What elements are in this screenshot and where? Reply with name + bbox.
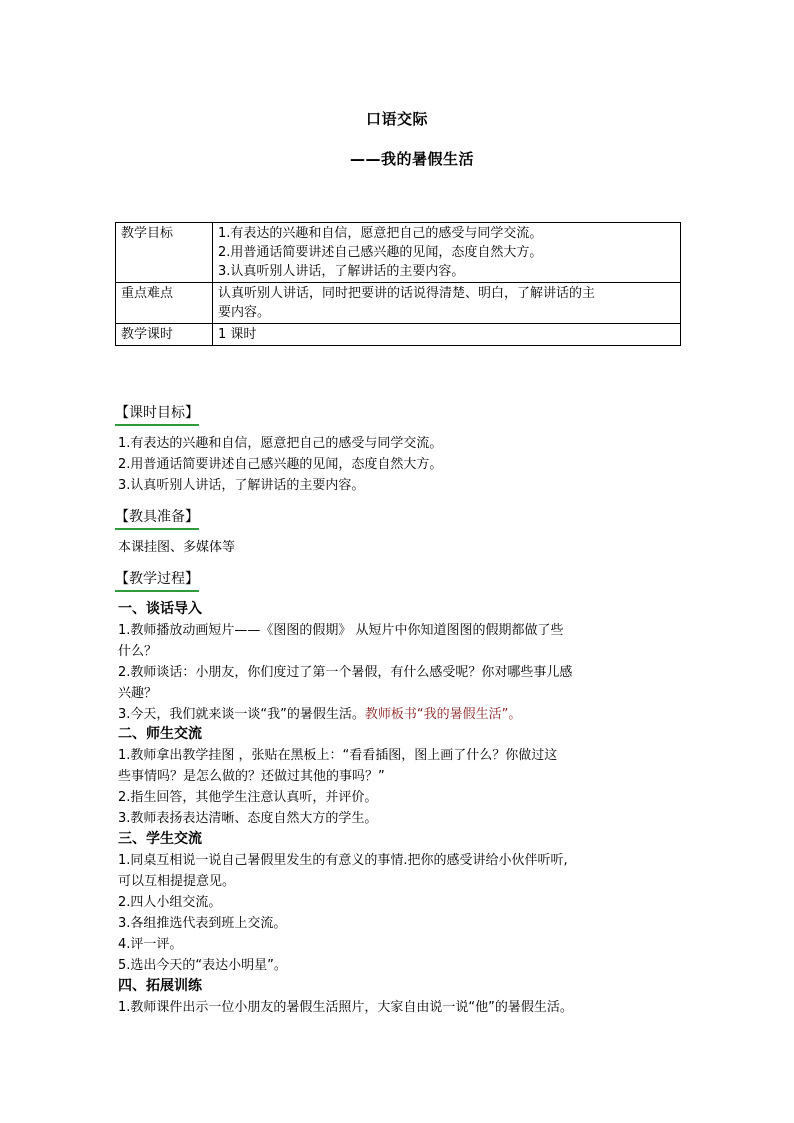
- process-heading: 【教学过程】: [115, 569, 199, 592]
- goal-item: 3.认真听别人讲话，了解讲话的主要内容。: [118, 478, 365, 493]
- table-line: 1.有表达的兴趣和自信，愿意把自己的感受与同学交流。: [218, 226, 543, 241]
- process-line: 什么？: [118, 644, 158, 659]
- table-key-cell: 教学目标: [116, 223, 213, 283]
- table-row: [116, 283, 681, 324]
- tools-text: 本课挂图、多媒体等: [118, 540, 236, 555]
- process-line: 5.选出今天的“表达小明星”。: [118, 958, 287, 973]
- process-line: 1.教师课件出示一位小朋友的暑假生活照片，大家自由说一说“他”的暑假生活。: [118, 1000, 573, 1015]
- process-line: 2.四人小组交流。: [118, 895, 222, 910]
- process-line: 3.教师表扬表达清晰、态度自然大方的学生。: [118, 811, 378, 826]
- table-line: 认真听别人讲话，同时把要讲的话说得清楚、明白，了解讲话的主: [218, 286, 596, 301]
- process-line: 2.指生回答，其他学生注意认真听，并评价。: [118, 790, 378, 805]
- process-part-title: 四、拓展训练: [118, 978, 202, 994]
- table-value-cell: [213, 324, 681, 346]
- page-subtitle: ——我的暑假生活: [349, 150, 474, 168]
- table-key-cell: 教学课时: [116, 324, 213, 346]
- goal-item: 1.有表达的兴趣和自信，愿意把自己的感受与同学交流。: [118, 436, 443, 451]
- process-line: 些事情吗？是怎么做的？还做过其他的事吗？”: [118, 769, 385, 784]
- process-line: 4.评一评。: [118, 937, 183, 952]
- process-line: 可以互相提提意见。: [118, 874, 236, 889]
- table-row: [116, 324, 681, 346]
- table-value-cell: [213, 223, 681, 283]
- process-line: 1.同桌互相说一说自己暑假里发生的有意义的事情.把你的感受讲给小伙伴听听,: [118, 853, 568, 868]
- process-line-text: 3.今天，我们就来谈一谈“我”的暑假生活。: [118, 707, 365, 722]
- tools-heading: 【教具准备】: [115, 507, 199, 530]
- table-line: 要内容。: [218, 305, 271, 320]
- process-line: 兴趣？: [118, 686, 158, 701]
- process-line: 1.教师播放动画短片——《图图的假期》 从短片中你知道图图的假期都做了些: [118, 623, 564, 638]
- process-part-title: 三、学生交流: [118, 831, 202, 847]
- process-line: 2.教师谈话：小朋友，你们度过了第一个暑假，有什么感受呢？你对哪些事儿感: [118, 665, 573, 680]
- process-part-title: 二、师生交流: [118, 726, 202, 742]
- process-part-title: 一、谈话导入: [118, 601, 202, 617]
- table-value-cell: [213, 283, 681, 324]
- process-line: 1.教师拿出教学挂图 ，张贴在黑板上：“看看插图，图上画了什么？你做过这: [118, 748, 558, 763]
- table-key-cell: 重点难点: [116, 283, 213, 324]
- table-line: 2.用普通话简要讲述自己感兴趣的见闻，态度自然大方。: [218, 245, 543, 260]
- process-line: 3.各组推选代表到班上交流。: [118, 916, 287, 931]
- table-line: 1 课时: [218, 327, 257, 342]
- page-title: 口语交际: [365, 110, 428, 128]
- board-writing-text: 教师板书“我的暑假生活”。: [364, 707, 522, 722]
- table-line: 3.认真听别人讲话，了解讲话的主要内容。: [218, 264, 465, 279]
- process-line-with-board: [118, 705, 521, 724]
- table-row: [116, 223, 681, 283]
- goals-heading: 【课时目标】: [115, 403, 199, 426]
- lesson-plan-table: [115, 222, 681, 346]
- goal-item: 2.用普通话简要讲述自己感兴趣的见闻，态度自然大方。: [118, 457, 443, 472]
